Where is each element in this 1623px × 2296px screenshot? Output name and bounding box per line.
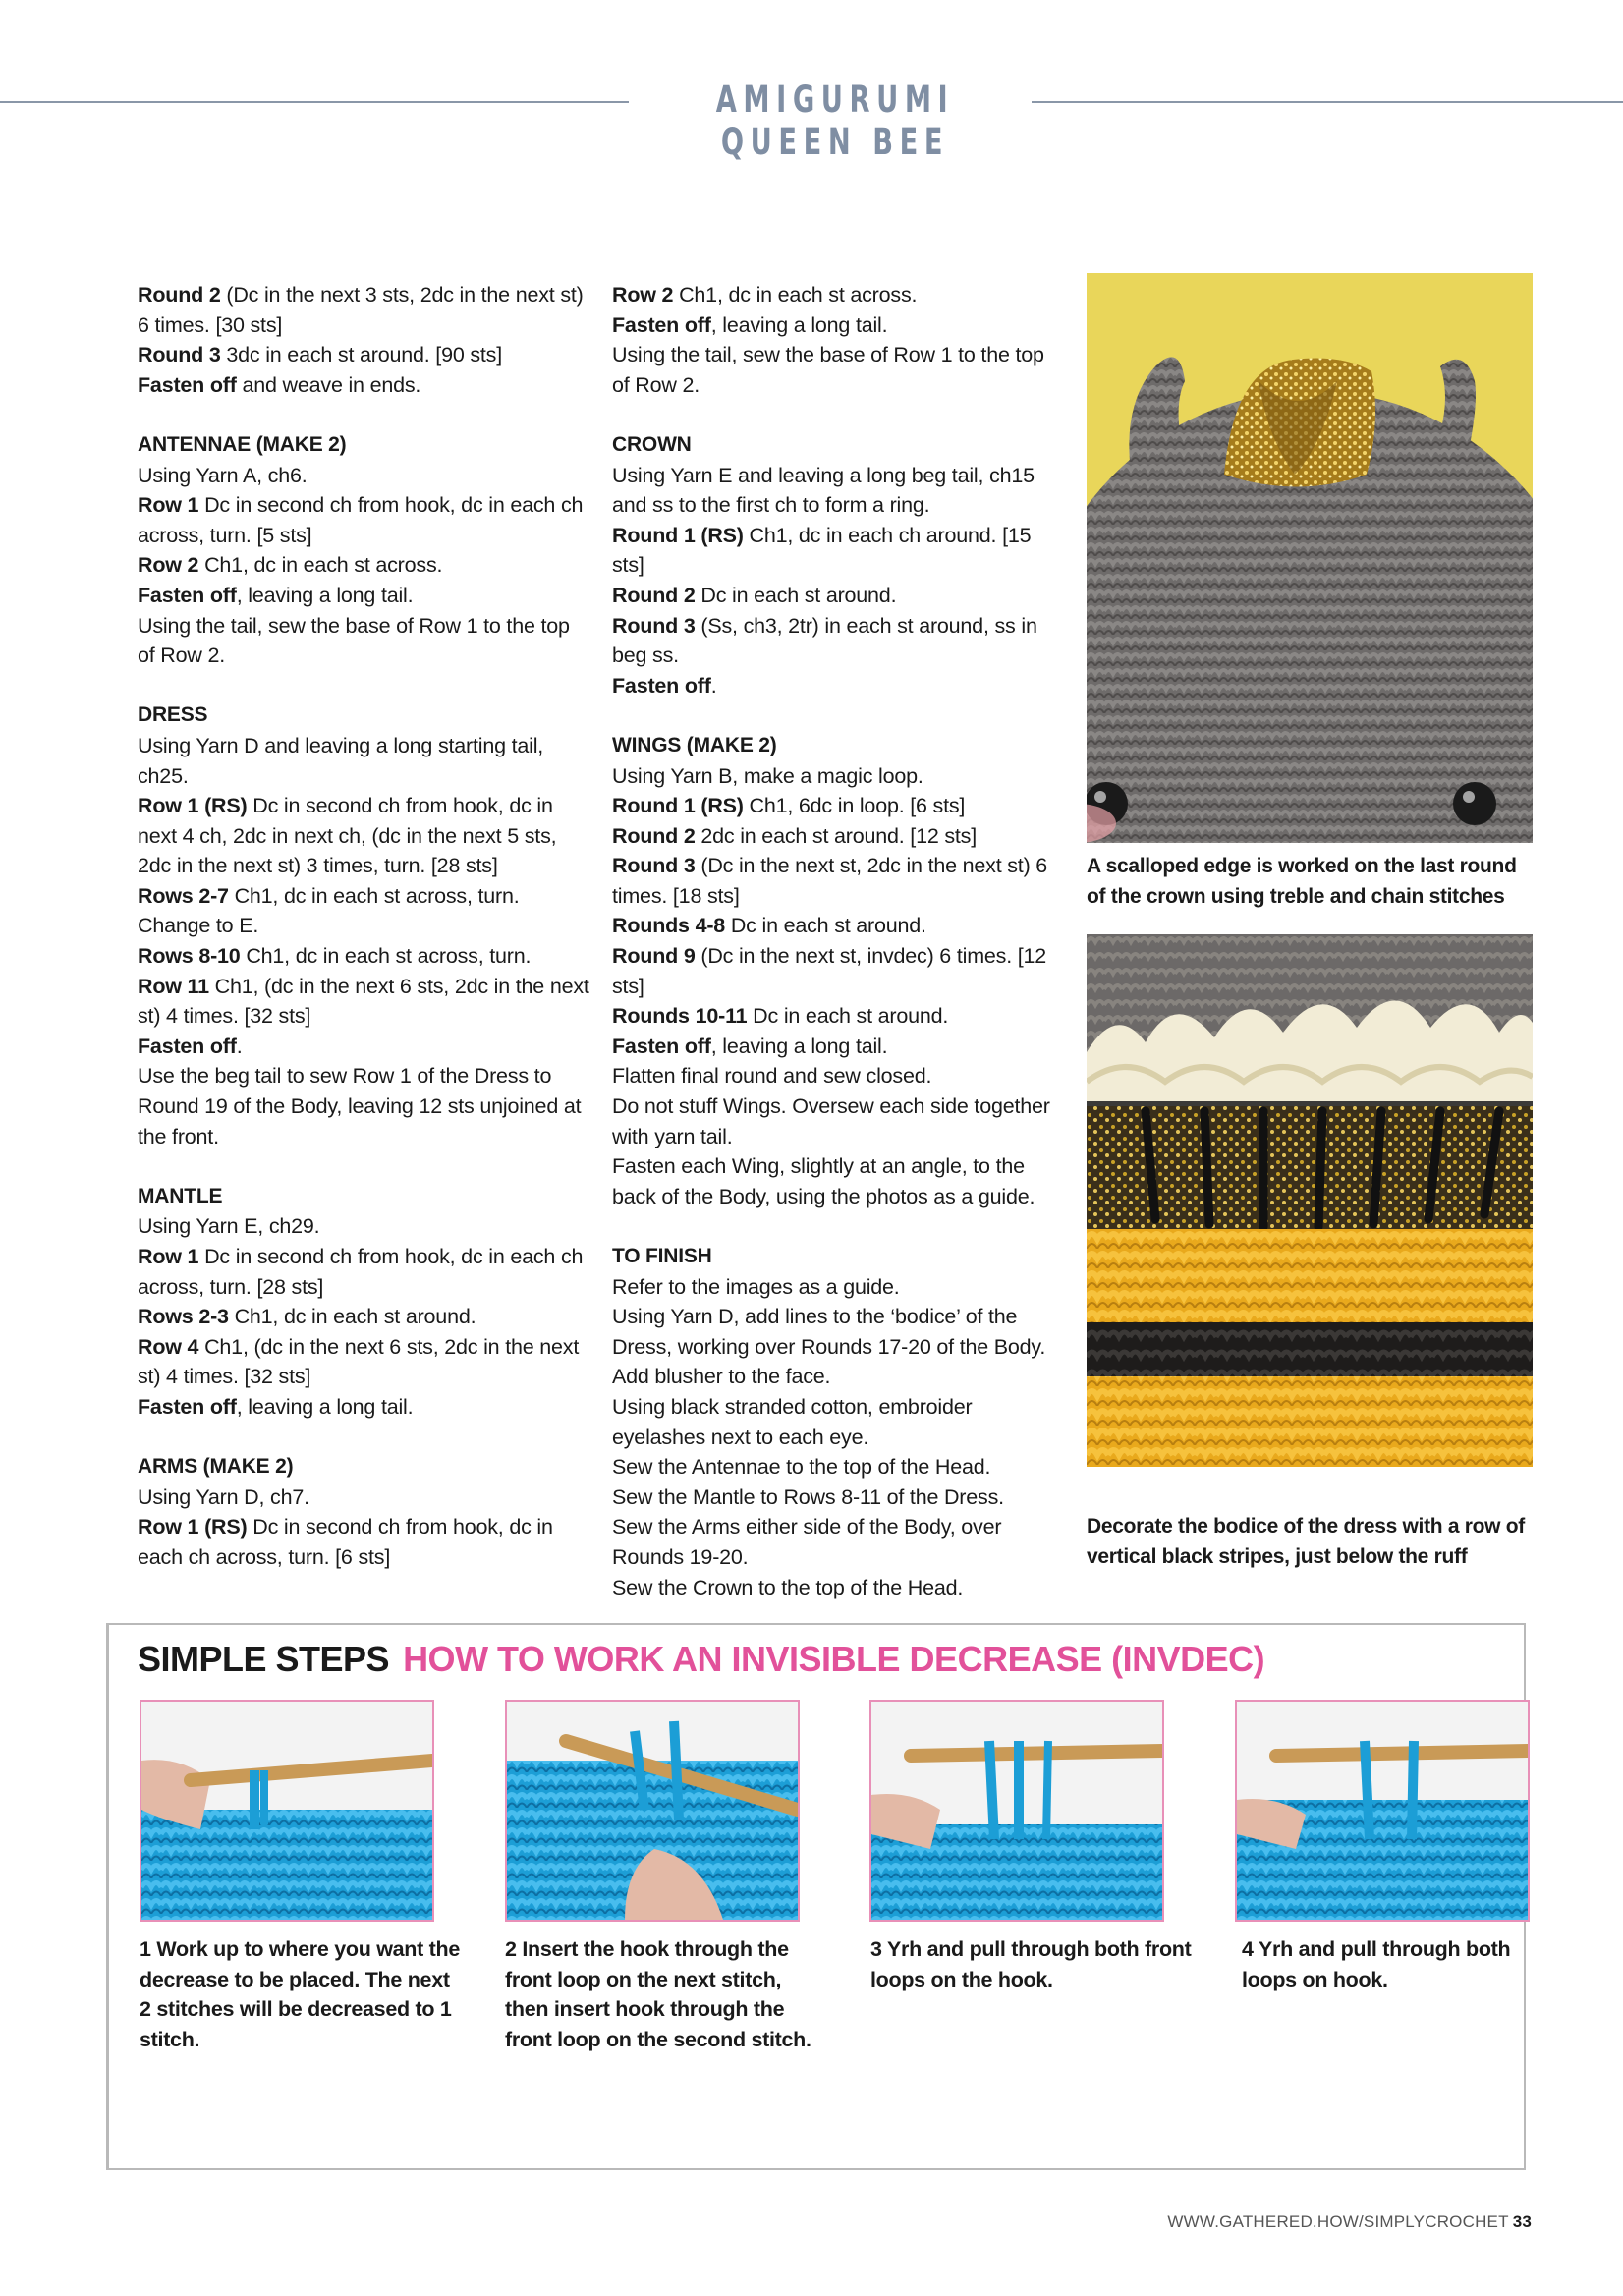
step-3-photo xyxy=(869,1700,1164,1922)
photo-queen-bee-dress xyxy=(1087,934,1533,1467)
section-title-to-finish: TO FINISH xyxy=(612,1245,712,1267)
section-title-crown: CROWN xyxy=(612,432,692,456)
section-title-dress: DRESS xyxy=(138,703,208,727)
step-4-caption: 4 Yrh and pull through both loops on hook. xyxy=(1242,1937,1511,1991)
simple-steps-title: HOW TO WORK AN INVISIBLE DECREASE (INVDEC) xyxy=(403,1639,1265,1679)
caption-crown-photo: A scalloped edge is worked on the last round of the crown using treble and chain stitches xyxy=(1087,855,1517,908)
step-2-photo xyxy=(505,1700,800,1922)
section-title-wings: WINGS (MAKE 2) xyxy=(612,733,777,756)
pattern-column-2: Row 2 Ch1, dc in each st across. Fasten off, leaving a long tail. Using the tail, sew the base of Row 1 to the top of Row 2. CROWN Using Yarn E and leaving a long beg tail, ch15 and ss to the first ch to form a ring. Round 1 (RS) Ch1, dc in each ch around. [15 sts] Round 2 Dc in each st around. Round 3 (Ss, ch3, 2tr) in each st around, ss in beg ss. Fasten off. WINGS (MAKE 2) Using Yarn B, make a magic loop. Round 1 (RS) Ch1, 6dc in loop. [6 sts] Round 2 2dc in each st around. [12 sts] Round 3 (Dc in the next st, 2dc in the next st) 6 times. [18 sts] Rounds 4-8 Dc in each st around. Round 9 (Dc in the next st, invdec) 6 times. [12 sts] Rounds 10-11 Dc in each st around. Fasten off, leaving a long tail. Flatten final round and sew closed. Do not stuff Wings. Oversew each side together with yarn tail. Fasten each Wing, slightly at an angle, to the back of the Body, using the photos as a guide. TO FINISH Refer to the images as a guide. Using Yarn D, add lines to the ‘bodice’ of the Dress, working over Rounds 17-20 of the Body. Add blusher to the face. Using black stranded cotton, embroider eyelashes next to each eye. Sew the Antennae to the top of the Head. Sew the Mantle to Rows 8-11 of the Dress. Sew the Arms either side of the Body, over Rounds 19-20. Sew the Crown to the top of the Head. xyxy=(612,280,1064,1602)
step-4-photo xyxy=(1235,1700,1530,1922)
pattern-column-1: Round 2 (Dc in the next 3 sts, 2dc in the next st) 6 times. [30 sts] Round 3 3dc in each st around. [90 sts] Fasten off and weave in ends. ANTENNAE (MAKE 2) Using Yarn A, ch6. Row 1 Dc in second ch from hook, dc in each ch across, turn. [5 sts] Row 2 Ch1, dc in each st across. Fasten off, leaving a long tail. Using the tail, sew the base of Row 1 to the top of Row 2. DRESS Using Yarn D and leaving a long starting tail, ch25. Row 1 (RS) Dc in second ch from hook, dc in next 4 ch, 2dc in next ch, (dc in the next 5 sts, 2dc in the next st) 3 times, turn. [28 sts] Rows 2-7 Ch1, dc in each st across, turn. Change to E. Rows 8-10 Ch1, dc in each st across, turn. Row 11 Ch1, (dc in the next 6 sts, 2dc in the next st) 4 times. [32 sts] Fasten off. Use the beg tail to sew Row 1 of the Dress to Round 19 of the Body, leaving 12 sts unjoined at the front. MANTLE Using Yarn E, ch29. Row 1 Dc in second ch from hook, dc in each ch across, turn. [28 sts] Rows 2-3 Ch1, dc in each st around. Row 4 Ch1, (dc in the next 6 sts, 2dc in the next st) 4 times. [32 sts] Fasten off, leaving a long tail. ARMS (MAKE 2) Using Yarn D, ch7. Row 1 (RS) Dc in second ch from hook, dc in each ch across, turn. [6 sts] xyxy=(138,283,589,1569)
header-rule-left xyxy=(0,101,629,103)
section-title-antennae: ANTENNAE (MAKE 2) xyxy=(138,432,347,456)
step-2-caption: 2 Insert the hook through the front loop on the next stitch, then insert hook through the front loop on the second stitch. xyxy=(505,1937,812,2051)
simple-steps-heading xyxy=(138,1639,1264,1680)
step-3-caption: 3 Yrh and pull through both front loops on the hook. xyxy=(870,1937,1192,1991)
header-rule-right xyxy=(1032,101,1623,103)
step-1-photo xyxy=(140,1700,434,1922)
page-number: 33 xyxy=(1512,2212,1532,2231)
simple-steps-label: SIMPLE STEPS xyxy=(138,1639,390,1679)
footer-url[interactable]: WWW.GATHERED.HOW/SIMPLYCROCHET xyxy=(1167,2212,1509,2231)
section-title-mantle: MANTLE xyxy=(138,1184,223,1207)
section-title-arms: ARMS (MAKE 2) xyxy=(138,1455,294,1479)
step-1-caption: 1 Work up to where you want the decrease to be placed. The next 2 stitches will be decreased to 1 stitch. xyxy=(140,1937,460,2051)
page-header-title: AMIGURUMI QUEEN BEE xyxy=(715,79,955,163)
photo-queen-bee-crown xyxy=(1087,273,1533,843)
caption-dress-photo: Decorate the bodice of the dress with a row of vertical black stripes, just below the ruff xyxy=(1087,1515,1525,1568)
page-footer xyxy=(1167,2212,1532,2232)
